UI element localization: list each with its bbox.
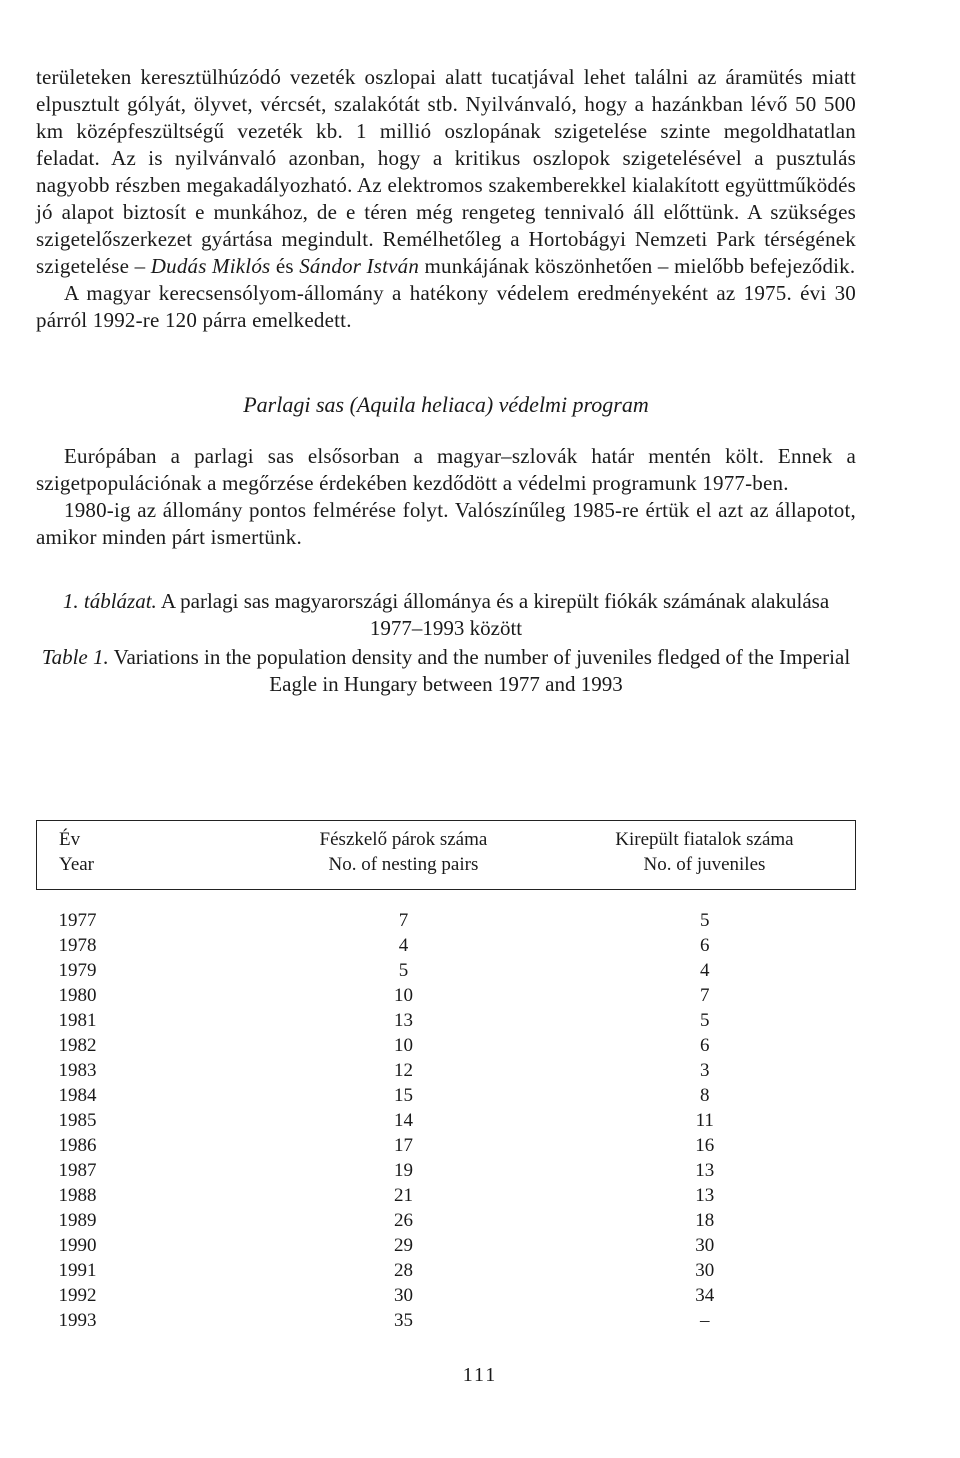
header-juveniles: Kirepült fiatalok száma No. of juveniles	[554, 821, 856, 890]
table-row: 1990 29 30	[58, 1235, 715, 1256]
table-row: 1981 13 5	[58, 1010, 710, 1031]
paragraph-power-lines: területeken keresztülhúzódó vezeték oszlopai alatt tucatjával lehet találni az áramütés miatt elpusztult gólyát, ölyvet, vércsét, szalakótát stb. Nyilvánvaló, hogy a hazánkban lévő 50 500 km középfeszültségű vezeték kb. 1 millió oszlopának szigetelése szinte megoldhatatlan feladat. Az is nyilvánvaló azonban, hogy a kritikus oszlopok szigetelésével a pusztulás nagyobb részben megakadályozható. Az elektromos szakemberekkel kialakított együttműködés jó alapot biztosít e munkához, de e téren még rengeteg tennivaló áll előttünk. A szükséges szigetelőszerkezet gyártása megindult. Remélhetőleg a Hortobágyi Nemzeti Park térségének szigetelése – Dudás Miklós és Sándor István munkájának köszönhetően – mielőbb befejeződik.	[36, 65, 856, 278]
table-row: 1992 30 34	[58, 1285, 715, 1306]
table-row: 1977 7 5	[58, 910, 710, 931]
table-caption-en: Table 1. Variations in the population density and the number of juveniles fledged of the Imperial Eagle in Hungary between 1977 and 1993	[41, 645, 851, 696]
table-row: 1985 14 11	[58, 1110, 714, 1131]
paragraph-imperial-eagle-intro: Európában a parlagi sas elsősorban a magyar–szlovák határ mentén költ. Ennek a szigetpopulációnak a megőrzése érdekében kezdődött a védelmi programunk 1977-ben.	[36, 444, 856, 495]
table-row: 1983 12 3	[58, 1060, 710, 1081]
table-row: 1979 5 4	[58, 960, 710, 981]
author-name-sandor: Sándor István	[299, 254, 420, 278]
table-row: 1984 15 8	[58, 1085, 710, 1106]
table-row: 1980 10 7	[58, 985, 710, 1006]
table-row: 1987 19 13	[58, 1160, 715, 1181]
table-row: 1989 26 18	[58, 1210, 715, 1231]
author-name-dudas: Dudás Miklós	[150, 254, 271, 278]
paragraph-survey: 1980-ig az állomány pontos felmérése folyt. Valószínűleg 1985-re értük el azt az állapotot, amikor minden párt ismertünk.	[36, 498, 856, 549]
table-row: 1978 4 6	[58, 935, 710, 956]
paragraph-saker-falcon: A magyar kerecsensólyom-állomány a hatékony védelem eredményeként az 1975. évi 30 párról 1992-re 120 párra emelkedett.	[36, 281, 856, 332]
header-year: Év Year	[37, 821, 253, 890]
table-row: 1986 17 16	[58, 1135, 715, 1156]
table-row: 1991 28 30	[58, 1260, 715, 1281]
table-row: 1982 10 6	[58, 1035, 710, 1056]
table-caption-hu: 1. táblázat. A parlagi sas magyarországi állománya és a kirepült fiókák számának alakulása 1977–1993 között	[62, 589, 830, 640]
eagle-population-table	[36, 820, 856, 1333]
table-row: 1988 21 13	[58, 1185, 715, 1206]
table-row: 1993 35 –	[58, 1310, 710, 1331]
table-header-row	[37, 821, 856, 890]
page-body	[36, 64, 856, 698]
header-nesting-pairs: Fészkelő párok száma No. of nesting pairs	[253, 821, 554, 890]
section-title: Parlagi sas (Aquila heliaca) védelmi program	[243, 392, 649, 417]
page-number: 111	[462, 1364, 498, 1386]
